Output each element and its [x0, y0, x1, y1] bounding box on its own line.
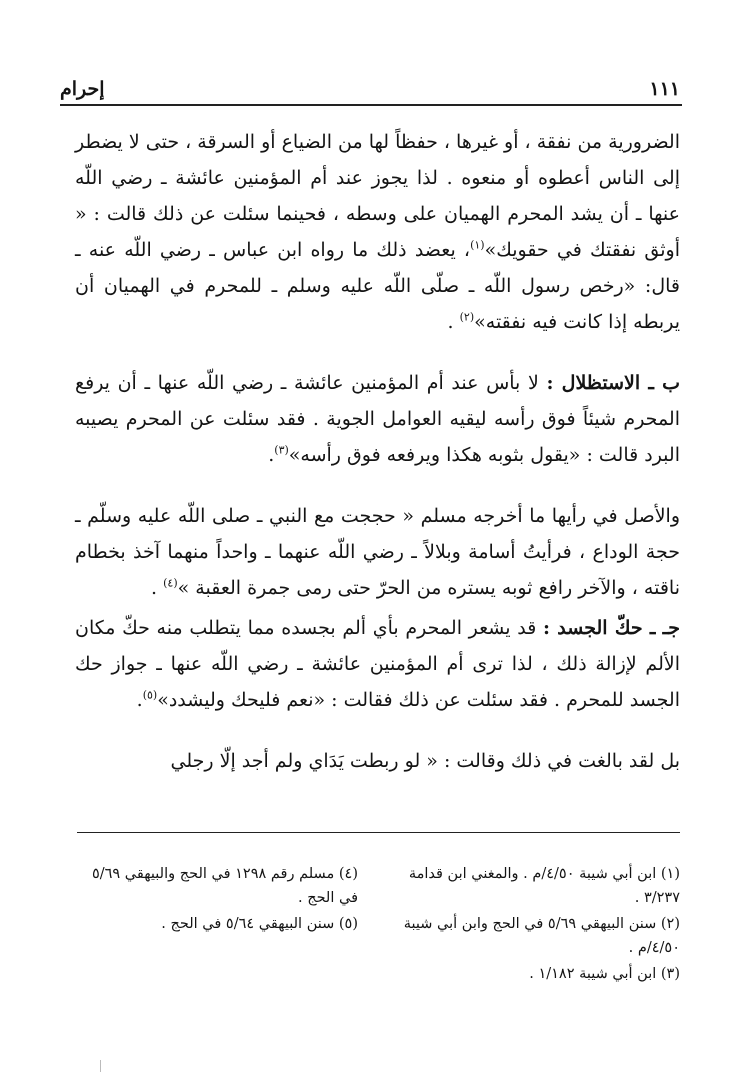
- footnote-3: (٣) ابن أبي شيبة ١/١٨٢ .: [529, 966, 680, 982]
- footnote-ref-5: (٥): [142, 688, 158, 702]
- footnote-1: (١) ابن أبي شيبة ٤/٥٠/م . والمغني ابن قدامة ٣/٢٣٧ .: [408, 866, 680, 906]
- page-number: ١١١: [649, 78, 680, 100]
- footnote-ref-3: (٣): [274, 443, 289, 457]
- running-title: إحرام: [60, 78, 105, 100]
- main-text: [75, 124, 680, 779]
- section-heading-b: ب ـ الاستظلال :: [546, 372, 680, 394]
- footnotes-right-column: [372, 862, 680, 988]
- paragraph-2: ب ـ الاستظلال : لا بأس عند أم المؤمنين عائشة ـ رضي اللّه عنها ـ أن يرفع المحرم شيئاً فوق رأسه ليقيه العوامل الجوية . فقد سئلت عن المحرم يصيبه البرد قالت : «يقول بثوبه هكذا ويرفعه فوق رأسه»$^{(٣)}$.: [75, 372, 680, 466]
- page-header: [60, 78, 680, 104]
- footnote-5: (٥) سنن البيهقي ٥/٦٤ في الحج .: [161, 916, 358, 932]
- footnote-ref-1: (١): [470, 238, 485, 252]
- footnote-ref-2: (٢): [459, 310, 475, 324]
- paragraph-4: جـ ـ حكّ الجسد : قد يشعر المحرم بأي ألم بجسده مما يتطلب منه حكّ مكان الألم لإزالة ذلك ، لذا ترى أم المؤمنين عائشة ـ رضي اللّه عنها ـ جواز حك الجسد للمحرم . فقد سئلت عن ذلك فقالت : «نعم فليحك وليشدد»$^{(٥)}$.: [75, 617, 680, 711]
- paragraph-1: الضرورية من نفقة ، أو غيرها ، حفظاً لها من الضياع أو السرقة ، حتى لا يضطر إلى الناس أعطوه أو منعوه . لذا يجوز عند أم المؤمنين عائشة ـ رضي اللّه عنها ـ أن يشد المحرم الهميان على وسطه ، فحينما سئلت عن ذلك قالت : « أوثق نفقتك في حقويك»$^{(١)}$، يعضد ذلك ما رواه ابن عباس ـ رضي اللّه عنه ـ قال: «رخص رسول اللّه ـ صلّى اللّه عليه وسلم ـ للمحرم في الهميان أن يربطه إذا كانت فيه نفقته»$^{(٢)}$ .: [75, 131, 680, 333]
- footnote-2: (٢) سنن البيهقي ٥/٦٩ في الحج وابن أبي شيبة ٤/٥٠/م .: [403, 916, 680, 956]
- paragraph-5: بل لقد بالغت في ذلك وقالت : « لو ربطت يَدَاي ولم أجد إلّا رجلي: [170, 750, 680, 772]
- header-rule: [60, 104, 682, 106]
- footnotes-left-column: [80, 862, 358, 938]
- scan-mark: [100, 1060, 109, 1072]
- footnote-ref-4: (٤): [163, 576, 178, 590]
- paragraph-3: والأصل في رأيها ما أخرجه مسلم « حججت مع النبي ـ صلى اللّه عليه وسلّم ـ حجة الوداع ، فرأيتُ أسامة وبلالاً ـ رضي اللّه عنهما ـ واحداً منهما آخذ بخطام ناقته ، والآخر رافع ثوبه يستره من الحرّ حتى رمى جمرة العقبة »$^{(٤)}$ .: [75, 505, 680, 599]
- footnote-rule: [77, 832, 680, 833]
- section-heading-c: جـ ـ حكّ الجسد :: [543, 617, 680, 639]
- footnote-4: (٤) مسلم رقم ١٢٩٨ في الحج والبيهقي ٥/٦٩ في الحج .: [91, 866, 358, 906]
